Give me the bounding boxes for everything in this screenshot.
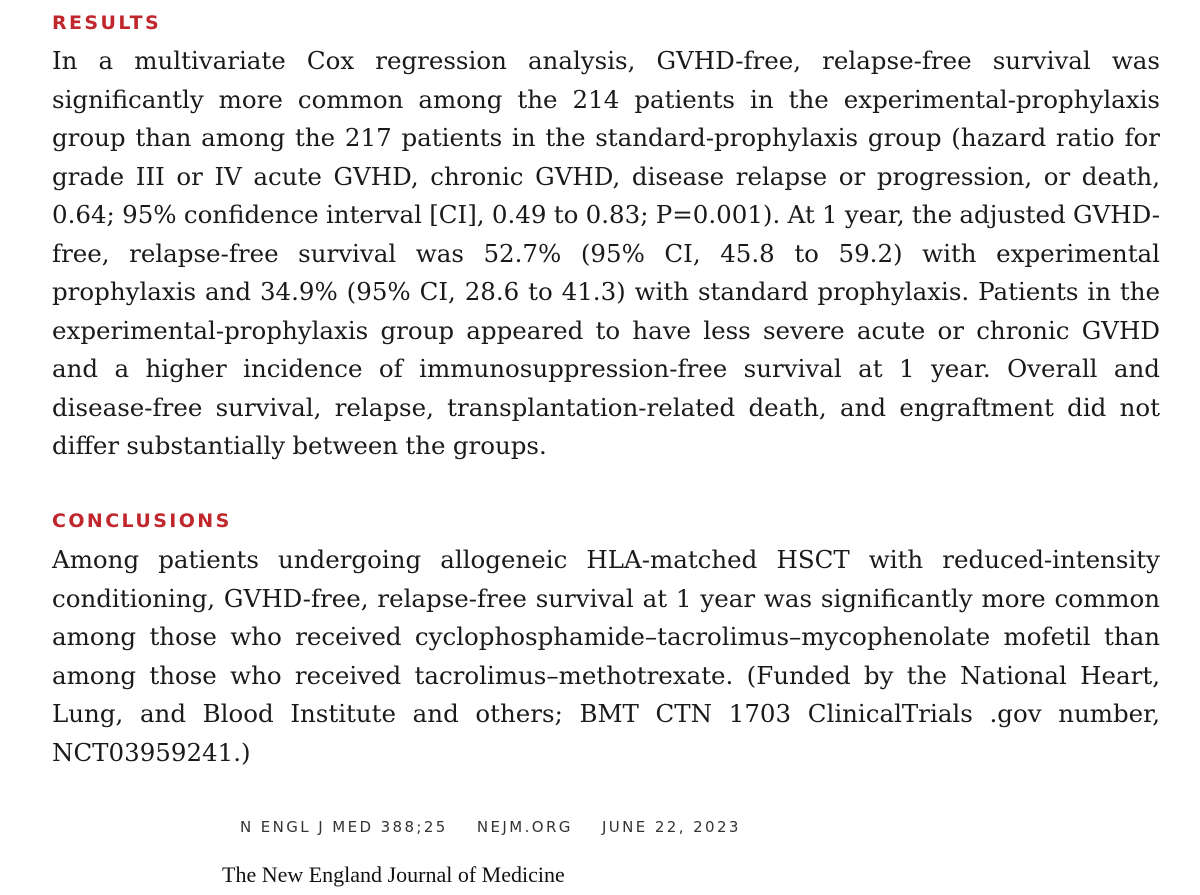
conclusions-paragraph: Among patients undergoing allogeneic HLA-matched HSCT with reduced-intensity conditioning, GVHD-free, relapse-free survival at 1 year was significantly more common among those who received cyclophosphamide–tacrolimus–mycophenolate mofetil than among those who received tacrolimus–methotrexate. (Funded by the National Heart, Lung, and Blood Institute and others; BMT CTN 1703 ClinicalTrials .gov number, NCT03959241.)	[52, 545, 1160, 767]
journal-website: NEJM.ORG	[476, 818, 573, 836]
conclusions-heading: CONCLUSIONS	[52, 510, 232, 532]
publication-date: JUNE 22, 2023	[601, 818, 741, 836]
footer-citation-line	[240, 818, 763, 836]
results-heading: RESULTS	[52, 12, 162, 34]
results-paragraph: In a multivariate Cox regression analysis, GVHD-free, relapse-free survival was significantly more common among the 214 patients in the experimental-prophylaxis group than among the 217 patients in the standard-prophylaxis group (hazard ratio for grade III or IV acute GVHD, chronic GVHD, disease relapse or progression, or death, 0.64; 95% confidence interval [CI], 0.49 to 0.83; P=0.001). At 1 year, the adjusted GVHD-free, relapse-free survival was 52.7% (95% CI, 45.8 to 59.2) with experimental prophylaxis and 34.9% (95% CI, 28.6 to 41.3) with standard prophylaxis. Patients in the experimental-prophylaxis group appeared to have less severe acute or chronic GVHD and a higher incidence of immunosuppression-free survival at 1 year. Overall and disease-free survival, relapse, transplantation-related death, and engraftment did not differ substantially between the groups.	[52, 46, 1160, 460]
journal-citation: N ENGL J MED 388;25	[240, 818, 448, 836]
journal-name: The New England Journal of Medicine	[222, 862, 565, 887]
